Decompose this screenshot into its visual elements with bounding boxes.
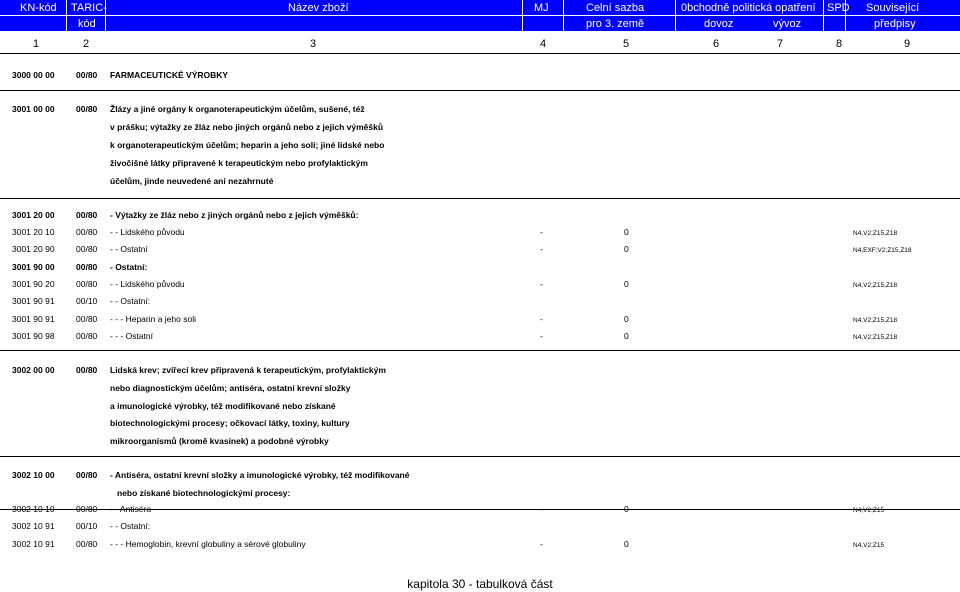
goods-description: biotechnologickými procesy; očkovací látky, toxiny, kultury xyxy=(110,418,350,428)
column-number: 2 xyxy=(83,38,90,50)
taric-code: 00/80 xyxy=(76,365,98,375)
goods-description: - - - Ostatní xyxy=(110,331,153,341)
goods-description: nebo získané biotechnologickými procesy: xyxy=(117,488,291,498)
goods-description: - - Lidského původu xyxy=(110,227,185,237)
taric-code: 00/80 xyxy=(76,104,98,114)
goods-description: - - Ostatní: xyxy=(110,296,151,306)
column-number: 4 xyxy=(540,38,547,50)
column-number: 3 xyxy=(310,38,317,50)
goods-description: - Ostatní: xyxy=(110,262,148,272)
duty-rate: 0 xyxy=(624,279,629,289)
duty-rate: 0 xyxy=(624,244,629,254)
goods-description: mikroorganismů (kromě kvasinek) a podobné výrobky xyxy=(110,436,329,446)
header-unit: MJ xyxy=(534,2,549,14)
unit: - xyxy=(540,314,543,324)
header-duty-rate: Celní sazba xyxy=(586,2,645,14)
separator-line xyxy=(0,456,960,457)
taric-code: 00/80 xyxy=(76,262,98,272)
kn-code: 3001 20 10 xyxy=(12,227,55,237)
separator-line xyxy=(0,198,960,199)
goods-description: k organoterapeutickým účelům; heparin a jeho soli; jiné lidské nebo xyxy=(110,140,385,150)
header-related: Související xyxy=(866,2,920,14)
goods-description: a imunologické výrobky, též modifikované nebo získané xyxy=(110,401,336,411)
duty-rate: 0 xyxy=(624,227,629,237)
kn-code: 3002 10 00 xyxy=(12,470,55,480)
related-regulations: N4,EXF;V2;Z15,Z18 xyxy=(853,247,912,254)
goods-description: Lidská krev; zvířecí krev připravená k terapeutickým, profylaktickým xyxy=(110,365,386,375)
goods-description: - - - Heparin a jeho soli xyxy=(110,314,196,324)
goods-description: - Výtažky ze žláz nebo z jiných orgánů nebo z jejich výměšků: xyxy=(110,210,359,220)
goods-description: - - - Hemoglobin, krevní globuliny a sérové globuliny xyxy=(110,539,306,549)
header-spd: SPD xyxy=(827,2,850,14)
kn-code: 3001 90 00 xyxy=(12,262,55,272)
kn-code: 3001 90 20 xyxy=(12,279,55,289)
separator-line xyxy=(0,350,960,351)
header-midline xyxy=(0,15,960,16)
kn-code: 3001 90 91 xyxy=(12,314,55,324)
header-taric: TARIC- xyxy=(71,2,107,14)
duty-rate: 0 xyxy=(624,314,629,324)
taric-code: 00/80 xyxy=(76,504,98,514)
related-regulations: N4,V2;Z15,Z18 xyxy=(853,317,898,324)
header-third-countries: pro 3. země xyxy=(586,18,645,30)
goods-description: v prášku; výtažky ze žláz nebo jiných orgánů nebo z jejich výměšků xyxy=(110,122,384,132)
column-number: 7 xyxy=(777,38,784,50)
taric-code: 00/80 xyxy=(76,539,98,549)
kn-code: 3001 90 91 xyxy=(12,296,55,306)
related-regulations: N4,V2;Z15 xyxy=(853,542,885,549)
kn-code: 3001 20 90 xyxy=(12,244,55,254)
header-import: dovoz xyxy=(704,18,734,30)
page-footer: kapitola 30 - tabulková část xyxy=(407,577,553,591)
taric-code: 00/80 xyxy=(76,314,98,324)
taric-code: 00/80 xyxy=(76,470,98,480)
header-goods-name: Název zboží xyxy=(288,2,349,14)
column-number: 5 xyxy=(623,38,630,50)
taric-code: 00/80 xyxy=(76,331,98,341)
unit: - xyxy=(540,227,543,237)
related-regulations: N4,V2;Z15,Z18 xyxy=(853,282,898,289)
goods-description: Žlázy a jiné orgány k organoterapeutickým účelům, sušené, též xyxy=(110,104,365,114)
unit: - xyxy=(540,331,543,341)
related-regulations: N4,V2;Z15 xyxy=(853,507,885,514)
taric-code: 00/80 xyxy=(76,70,98,80)
unit: - xyxy=(540,539,543,549)
goods-description: - Antiséra, ostatní krevní složky a imunologické výrobky, též modifikované xyxy=(110,470,410,480)
unit: - xyxy=(540,244,543,254)
header-code: kód xyxy=(78,18,96,30)
kn-code: 3002 00 00 xyxy=(12,365,55,375)
taric-code: 00/80 xyxy=(76,244,98,254)
goods-description: nebo diagnostickým účelům; antiséra, ostatní krevní složky xyxy=(110,383,351,393)
kn-code: 3001 20 00 xyxy=(12,210,55,220)
header-kn-code: KN-kód xyxy=(20,2,57,14)
duty-rate: 0 xyxy=(624,504,629,514)
related-regulations: N4,V2;Z15,Z18 xyxy=(853,230,898,237)
taric-code: 00/80 xyxy=(76,279,98,289)
unit: - xyxy=(540,279,543,289)
taric-code: 00/10 xyxy=(76,521,98,531)
header-export: vývoz xyxy=(773,18,802,30)
column-number: 9 xyxy=(904,38,911,50)
header-trade-measures: 0bchodně politická opatření xyxy=(681,2,816,14)
goods-description: - - Lidského původu xyxy=(110,279,185,289)
related-regulations: N4,V2;Z15,Z18 xyxy=(853,334,898,341)
column-number: 6 xyxy=(713,38,720,50)
kn-code: 3002 10 10 xyxy=(12,504,55,514)
taric-code: 00/10 xyxy=(76,296,98,306)
kn-code: 3000 00 00 xyxy=(12,70,55,80)
column-number: 8 xyxy=(836,38,843,50)
unit: - xyxy=(540,504,543,514)
goods-description: - - Ostatní xyxy=(110,244,148,254)
column-number: 1 xyxy=(33,38,40,50)
duty-rate: 0 xyxy=(624,331,629,341)
header-regulations: předpisy xyxy=(874,18,916,30)
goods-description: - - Ostatní: xyxy=(110,521,151,531)
kn-code: 3001 90 98 xyxy=(12,331,55,341)
taric-code: 00/80 xyxy=(76,227,98,237)
separator-line xyxy=(0,53,960,54)
goods-description: FARMACEUTICKÉ VÝROBKY xyxy=(110,70,229,80)
goods-description: účelům, jinde neuvedené ani nezahrnuté xyxy=(110,176,274,186)
kn-code: 3002 10 91 xyxy=(12,539,55,549)
taric-code: 00/80 xyxy=(76,210,98,220)
separator-line xyxy=(0,90,960,91)
kn-code: 3001 00 00 xyxy=(12,104,55,114)
goods-description: - - Antiséra xyxy=(110,504,152,514)
duty-rate: 0 xyxy=(624,539,629,549)
goods-description: živočišné látky připravené k terapeutickým nebo profylaktickým xyxy=(110,158,368,168)
kn-code: 3002 10 91 xyxy=(12,521,55,531)
